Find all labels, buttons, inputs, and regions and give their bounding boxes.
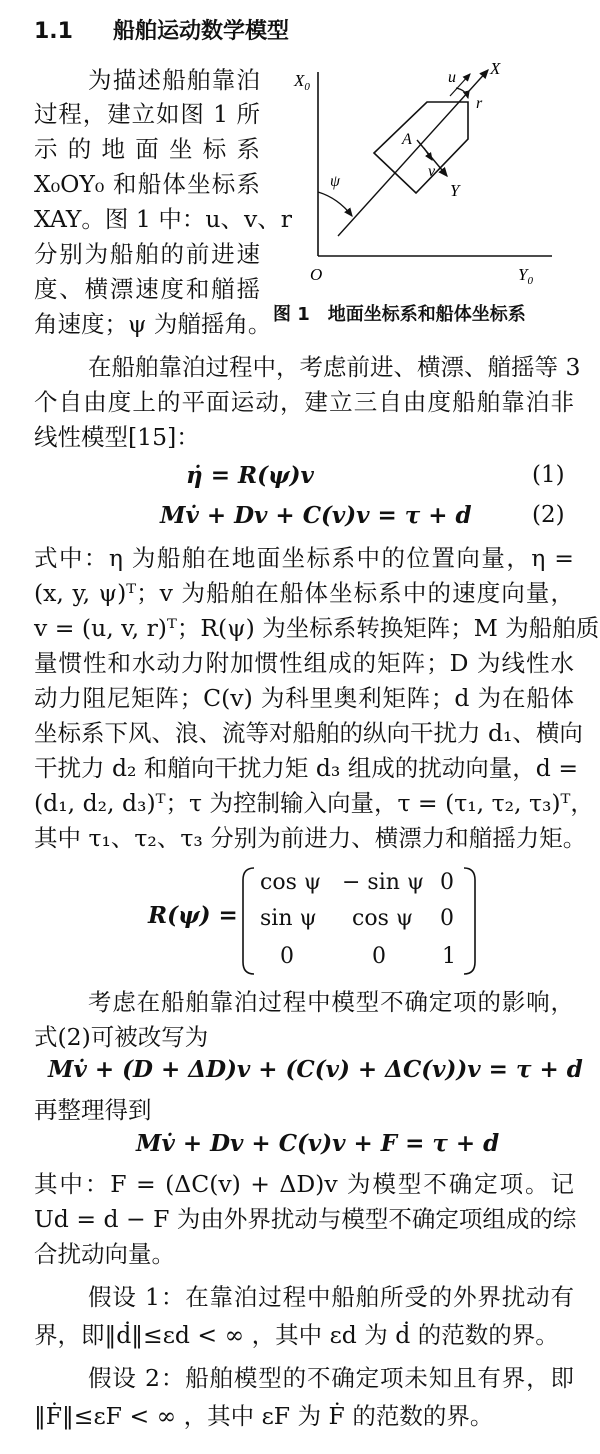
text-line: 式中：η 为船舶在地面坐标系中的位置向量，η = [34, 544, 574, 572]
text-line: XAY。图 1 中：u、v、r [34, 205, 292, 233]
matrix-cell: 0 [372, 944, 386, 969]
section-title: 船舶运动数学模型 [112, 19, 289, 44]
text-line: 角速度；ψ 为艏摇角。 [34, 310, 272, 338]
r-arc [456, 88, 468, 98]
equation-2-number: (2) [532, 502, 565, 528]
psi-arc [318, 192, 352, 216]
text-line: 在船舶靠泊过程中，考虑前进、横漂、艏摇等 3 [88, 353, 581, 381]
label-psi: ψ [330, 173, 340, 190]
text-line: 界，即‖ḋ‖≤εd < ∞ ，其中 εd 为 ḋ 的范数的界。 [34, 1321, 559, 1349]
text-line: 为描述船舶靠泊 [88, 66, 260, 94]
text-line: 假设 1：在靠泊过程中船舶所受的外界扰动有 [88, 1283, 574, 1311]
text-line: (d₁, d₂, d₃)ᵀ；τ 为控制输入向量，τ = (τ₁, τ₂, τ₃)ᵀ， [34, 789, 594, 817]
label-x0: $X_0$ [294, 71, 310, 93]
matrix-cell: cos ψ [352, 906, 414, 931]
text-line: 合扰动向量。 [34, 1240, 175, 1268]
text-line: 分别为船舶的前进速 [34, 240, 260, 268]
text-line: (x, y, ψ)ᵀ；v 为船舶在船体坐标系中的速度向量， [34, 579, 574, 607]
matrix-cell: 0 [440, 906, 454, 931]
label-origin: O [310, 265, 323, 284]
text-line: Ud = d − F 为由外界扰动与模型不确定项组成的综 [34, 1205, 577, 1233]
text-line: 度、横漂速度和艏摇 [34, 275, 260, 303]
text-line: 假设 2：船舶模型的不确定项未知且有界，即 [88, 1364, 574, 1392]
matrix-cell: cos ψ [260, 870, 322, 895]
text-line: 动力阻尼矩阵；C(v) 为科里奥利矩阵；d 为在船体 [34, 684, 574, 712]
text-line: X₀OY₀ 和船体坐标系 [34, 170, 260, 198]
matrix-cell: 0 [280, 944, 294, 969]
text-line: 量惯性和水动力附加惯性组成的矩阵；D 为线性水 [34, 649, 574, 677]
text-line: 坐标系下风、浪、流等对船舶的纵向干扰力 d₁、横向 [34, 719, 583, 747]
matrix-cell: − sin ψ [342, 870, 425, 895]
text-line: 示 的 地 面 坐 标 系 [34, 135, 260, 163]
matrix-bracket-right [462, 866, 478, 976]
caption-text: 地面坐标系和船体坐标系 [327, 304, 526, 325]
text-line: ‖Ḟ‖≤εF < ∞ ，其中 εF 为 Ḟ 的范数的界。 [34, 1402, 494, 1430]
label-ship-x: X [490, 59, 501, 78]
matrix-lhs: R(ψ) = [148, 902, 238, 929]
label-y0: $Y_0$ [518, 265, 533, 287]
ship-x-axis [338, 70, 488, 236]
label-r: r [476, 95, 483, 112]
ship-hull [374, 102, 468, 193]
equation-3: Mv̇ + (D + ΔD)v + (C(v) + ΔC(v))v = τ + d [48, 1056, 583, 1083]
label-v: v [428, 163, 436, 180]
text-line: 干扰力 d₂ 和艏向干扰力矩 d₃ 组成的扰动向量，d = [34, 754, 579, 782]
label-u: u [448, 69, 456, 86]
equation-2: Mv̇ + Dv + C(v)v = τ + d [160, 502, 472, 529]
text-line: 考虑在船舶靠泊过程中模型不确定项的影响， [88, 988, 574, 1016]
text-line: 式(2)可被改写为 [34, 1023, 209, 1051]
matrix-cell: 1 [442, 944, 456, 969]
matrix-cell: sin ψ [260, 906, 317, 931]
figure-coordinate-systems [290, 58, 580, 294]
section-number: 1.1 [34, 19, 73, 44]
text-line: 过程，建立如图 1 所 [34, 100, 260, 128]
label-ship-y: Y [450, 181, 460, 200]
text-line: 线性模型[15]： [34, 423, 200, 451]
equation-1: η̇ = R(ψ)v [186, 462, 314, 489]
caption-label: 图 1 [273, 304, 310, 325]
text-line: 其中：F = (ΔC(v) + ΔD)v 为模型不确定项。记 [34, 1170, 574, 1198]
text-line: 个自由度上的平面运动，建立三自由度船舶靠泊非 [34, 388, 574, 416]
matrix-cell: 0 [440, 870, 454, 895]
matrix-bracket-left [240, 866, 256, 976]
equation-1-number: (1) [532, 462, 565, 488]
label-a: A [402, 131, 412, 148]
figure-caption [273, 300, 526, 326]
text-line: 再整理得到 [34, 1096, 152, 1124]
text-line: 其中 τ₁、τ₂、τ₃ 分别为前进力、横漂力和艏摇力矩。 [34, 824, 587, 852]
equation-4: Mv̇ + Dv + C(v)v + F = τ + d [136, 1130, 500, 1157]
text-line: v = (u, v, r)ᵀ；R(ψ) 为坐标系转换矩阵；M 为船舶质 [34, 614, 600, 642]
v-arrow [424, 148, 432, 160]
section-heading [34, 14, 289, 45]
